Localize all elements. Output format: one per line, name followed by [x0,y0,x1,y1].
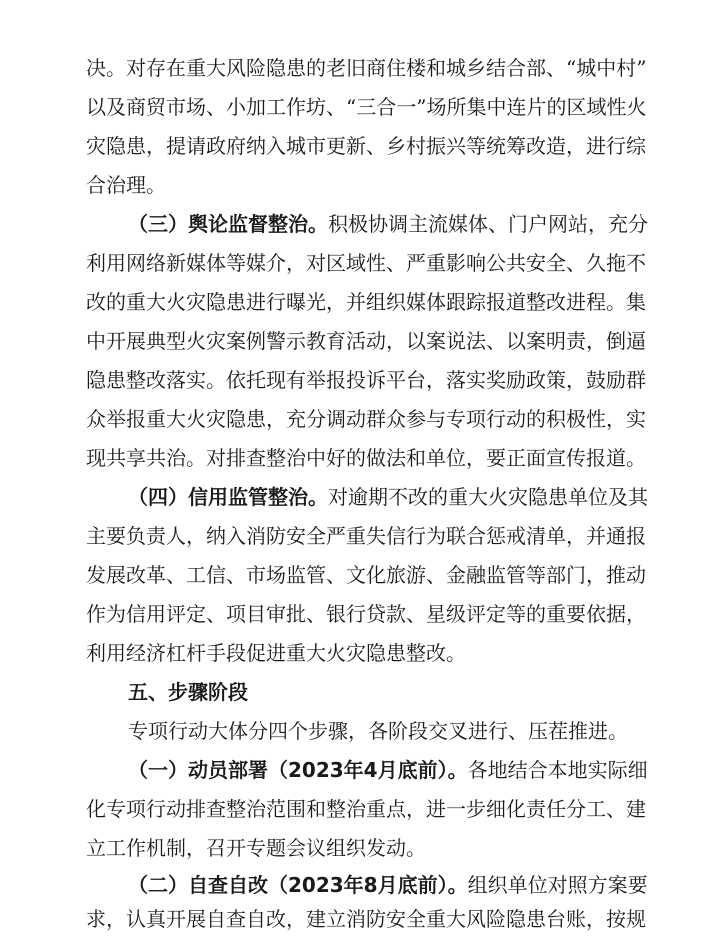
subsection-heading: （一）动员部署（2023年4月底前）。 [128,758,468,782]
section-heading: 五、步骤阶段 [128,680,248,704]
body-line: 立工作机制，召开专题会议组织发动。 [86,836,426,860]
body-line: 中开展典型火灾案例警示教育活动，以案说法、以案明责，倒逼 [86,329,646,353]
subsection-heading: （二）自查自改（2023年8月底前）。 [128,873,468,897]
subsection-line: （一）动员部署（2023年4月底前）。各地结合本地实际细 [128,758,648,782]
body-line: 隐患整改落实。依托现有举报投诉平台，落实奖励政策，鼓励群 [86,368,646,392]
body-line: 改的重大火灾隐患进行曝光，并组织媒体跟踪报道整改进程。集 [86,290,646,314]
body-line: 合治理。 [86,173,166,197]
subsection-line: （三）舆论监督整治。积极协调主流媒体、门户网站，充分 [128,212,648,236]
body-line: 作为信用评定、项目审批、银行贷款、星级评定等的重要依据， [86,602,646,626]
body-line: 求，认真开展自查自改，建立消防安全重大风险隐患台账，按规 [86,907,646,931]
subsection-heading: （三）舆论监督整治。 [128,212,328,236]
body-line: 以及商贸市场、小加工作坊、“三合一”场所集中连片的区域性火 [86,95,647,119]
body-line: 化专项行动排查整治范围和整治重点，进一步细化责任分工、建 [86,797,646,821]
body-line: 决。对存在重大风险隐患的老旧商住楼和城乡结合部、“城中村” [86,56,647,80]
body-line: 专项行动大体分四个步骤，各阶段交叉进行、压茬推进。 [128,719,628,743]
subsection-line: （四）信用监管整治。对逾期不改的重大火灾隐患单位及其 [128,485,648,509]
subsection-line: （二）自查自改（2023年8月底前）。组织单位对照方案要 [128,873,648,897]
body-line: 利用网络新媒体等媒介，对区域性、严重影响公共安全、久拖不 [86,251,646,275]
body-line: 主要负责人，纳入消防安全严重失信行为联合惩戒清单，并通报 [86,524,646,548]
body-line: 利用经济杠杆手段促进重大火灾隐患整改。 [86,641,466,665]
body-line: 现共享共治。对排查整治中好的做法和单位，要正面宣传报道。 [86,446,646,470]
body-line: 众举报重大火灾隐患，充分调动群众参与专项行动的积极性，实 [86,407,646,431]
body-line: 发展改革、工信、市场监管、文化旅游、金融监管等部门，推动 [86,563,646,587]
subsection-heading: （四）信用监管整治。 [128,485,328,509]
body-line: 灾隐患，提请政府纳入城市更新、乡村振兴等统筹改造，进行综 [86,134,646,158]
